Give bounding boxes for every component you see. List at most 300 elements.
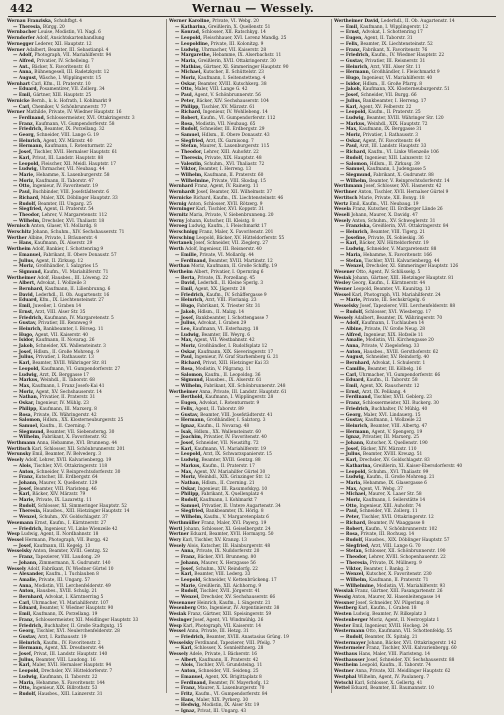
entry-name: — Richard, — [13, 195, 40, 201]
entry-details: Anna, Private, XII. Meidlinger Hauptstr. 62 — [355, 669, 451, 675]
entry-details: Privat, XIII. Hietzinger Kai 33 — [202, 361, 269, 367]
entry-details: Anton, Tischler, XVII. Hernalser Gürtel 9 — [358, 190, 449, 196]
entry-details: Lederhdl., II. Ob. Augartenstr. 14 — [381, 19, 455, 24]
entry-details: Kaufmann, IV. Margaretenstr. 5 — [44, 315, 114, 321]
entry-name: — Amalie, — [340, 338, 365, 344]
entry-name: Wertanek — [169, 241, 193, 247]
entry-details: Schlossermeister, XII. Meidlinger Hauptstr. 33 — [35, 617, 139, 623]
entry-details: Fabrikant, II. Obere Donaustr. 57 — [43, 252, 117, 258]
entry-name: — Karl, — [175, 646, 193, 652]
entry-details: Lehrer, V. Margaretenstr. 112 — [41, 212, 107, 218]
entry-name: Wertheim — [169, 269, 193, 275]
entry-details: Tischler, XVII. Hernalser Hauptstr. 61 — [33, 150, 118, 156]
entry-name: — Otto, — [13, 184, 32, 190]
entry-name: Weroeg — [169, 224, 188, 230]
entry-name: Wesener — [334, 269, 355, 275]
entry-name: — Moriz, — [340, 498, 362, 504]
entry-name: — Franz, — [340, 401, 362, 407]
entry-details: Agent, V. Schönbrunnerstr. 56 — [194, 93, 261, 99]
entry-name: — Fritz, — [175, 691, 194, 697]
entry-details: Agent, XX. Brigittaplatz 8 — [205, 674, 262, 680]
entry-details: Anton, Glaser, VI. Mollardg. 8 — [31, 224, 97, 230]
entry-name: — Emil, — [13, 93, 32, 99]
entry-details: Tischler, XVI. Neulerchenfelderstr. 28 — [36, 629, 120, 635]
entry-details: Beamter, VII. Siebensterng. 30 — [46, 429, 115, 435]
entry-details: Kfm., IX. Liechtensteinstr. 27 — [39, 298, 104, 304]
entry-details: Bernh., k. k. Hofrath, I. Kohlmarkt 9 — [31, 98, 112, 104]
entry-name: — Ludwig, — [175, 458, 201, 464]
entry-name: — Ferdinand, — [13, 115, 46, 121]
entry-details: Schneider, VIII. Lange G. 19 — [36, 133, 99, 139]
entry-details: Kaufm., II. Novarag. 48 — [197, 423, 250, 429]
entry-details: Fabrikant, X. Quellenplatz 4 — [201, 492, 264, 498]
entry-details: Bäcker, XIV. Sechshauserstr. 104 — [196, 98, 269, 104]
entry-name: — Salomon, — [340, 161, 369, 167]
entry-name: Wessiak — [334, 589, 354, 595]
entry-name: — Siegmund, — [13, 429, 45, 435]
entry-details: Kaufmann, I. Rotenturmstr. 22 — [44, 144, 113, 150]
entry-name: — Johann, — [13, 560, 38, 566]
page-title: Wernau — Wessely. — [191, 2, 315, 15]
entry-name: Wester — [334, 623, 351, 629]
entry-details: Kaufmann, IX. Berggasse 31 — [358, 127, 422, 133]
entry-name: — Richard, — [175, 361, 202, 367]
entry-details: Greißlerin, X. Quellenstr. 51 — [208, 24, 271, 30]
entry-details: Kaufm., V. Margaretenplatz 6 — [204, 515, 269, 521]
entry-details: Georg, Kaufm., I. Kärntnerstr. 44 — [352, 281, 426, 287]
entry-name: — Josef, — [13, 486, 33, 492]
entry-name: — Samuel, — [13, 423, 39, 429]
entry-name: — Friedrich, — [13, 127, 43, 133]
entry-name: — Samuel, — [175, 133, 201, 139]
entry-name: — Franz, — [175, 686, 197, 692]
entry-details: Franz, Agent, IV. Rainerg. 11 — [194, 184, 259, 190]
entry-details: Fabrikant, X. Favoritenstr. 76 — [362, 47, 428, 53]
entry-details: Franz, Gärtner, XIII. Fasangartenstr. 26 — [355, 589, 443, 595]
entry-details: Privatier, II. Praterstr. 31 — [39, 395, 96, 401]
entry-name: — Philipp, — [175, 492, 200, 498]
entry-details: Buchhalter, II. Große Stadtgutg. 15 — [44, 623, 123, 629]
entry-details: Drechsler, XI. Simmeringer Hauptstr. 126 — [366, 264, 459, 270]
entry-details: Privatier, I. Rathausstr. 3 — [362, 133, 419, 139]
entry-name: — Wilhelm, — [175, 172, 203, 178]
entry-name: Wesinger — [169, 617, 192, 623]
entry-name: — Julius, — [340, 98, 362, 104]
entry-name: — Robert, — [340, 526, 364, 532]
entry-name: — Anton, — [175, 669, 197, 675]
entry-details: Uhrmacher, VII. Neubaug. 44 — [39, 167, 105, 173]
entry-name: — Josef, — [175, 566, 195, 572]
entry-details: Schuhm., XVI. Thaliastr. 72 — [203, 161, 265, 167]
entry-name: — Maria, — [175, 58, 197, 64]
entry-details: Schlossermeister, XVI. Ottakringerstr. 3 — [46, 115, 135, 121]
entry-name: Wernbacher — [7, 30, 37, 36]
entry-name: — Gustav, — [13, 634, 37, 640]
entry-details: Kaufmann, XIX. Sieveringerstr. 17 — [197, 349, 274, 355]
entry-details: Ferdinand, Tapezierer, VIII. Pfeilg. 7 — [194, 640, 276, 646]
column-divider — [166, 19, 167, 693]
entry-name: Westenberger — [334, 617, 368, 623]
entry-details: Hdlsm., XX. Klosterneuburgerstr. 25 — [42, 418, 124, 424]
entry-details: Greißlerin, XVI. Ottakringerstr. 84 — [372, 224, 449, 230]
entry-name: — Rudolf, — [175, 589, 199, 595]
entry-name: — Ludwig, — [13, 167, 39, 173]
entry-details: Beamter, III. Kölbelg. 16 — [367, 366, 422, 372]
entry-name: Wertitsch — [334, 195, 358, 201]
entry-name: — Viktor, — [340, 566, 363, 572]
entry-details: Karl, Tischler, XV. Kranzg. 13 — [182, 537, 247, 543]
entry-name: Wesp — [7, 532, 20, 538]
entry-details: Kaufmann, II. Lilienbrunng. 6 — [44, 287, 111, 293]
entry-details: Marie, Private, XII. Bonyg. 18 — [358, 195, 425, 201]
entry-details: Hausbes., IX. Alserstr. 61 — [205, 378, 262, 384]
entry-name: Wernhard — [169, 184, 194, 190]
entry-name: — Alois, — [175, 663, 195, 669]
entry-details: Anton, Schuhm., XV. Schweglerstr. 31 — [352, 218, 436, 224]
entry-name: — Gustav, — [340, 58, 364, 64]
entry-name: — Nathan, — [13, 395, 39, 401]
entry-details: Kaufmann, II. Taborstr. 22 — [39, 674, 98, 680]
entry-name: Wesenauer — [169, 600, 196, 606]
entry-details: Hebamme, X. Favoritenstr. 166 — [363, 252, 432, 258]
entry-name: — Leopold, — [175, 36, 202, 42]
entry-name: — Oskar, — [175, 349, 197, 355]
entry-name: — Albine, — [340, 326, 363, 332]
entry-name: — Gustav, — [340, 418, 364, 424]
entry-name: — Hedwig, — [175, 703, 201, 709]
entry-details: Lehrer, XIII. Auhofstr. 22 — [203, 150, 259, 156]
entry-details: Kaufm., II. Leopoldsg. 36 — [204, 372, 261, 378]
entry-details: Kaufm., IV. Favoritenstr. 2 — [43, 640, 101, 646]
entry-details: Schneider, V. Kettenbrückeng. 17 — [203, 577, 277, 583]
entry-name: — Isak, — [175, 429, 193, 435]
entry-details: Eduard, Beamter, III. Baumannstr. 10 — [351, 686, 434, 692]
entry-details: Ingenieur, IV. Mühlg. 23 — [35, 401, 89, 407]
entry-name: — Gustav, — [175, 412, 199, 418]
entry-name: — Josef, — [175, 315, 195, 321]
entry-details: Hdlsm., II. Zirkusg. 39 — [369, 161, 420, 167]
entry-details: Ingenieur, IV. Favoritenstr. 19 — [32, 184, 98, 190]
entry-name: Wesely — [7, 458, 24, 464]
entry-details: Maler, XIX. Döblinger Hauptstr. 33 — [40, 195, 118, 201]
entry-details: Privatier, III. Marxerg. 25 — [362, 435, 419, 441]
entry-details: Hdlsm., II. Große Pfarrg. 8 — [362, 81, 423, 87]
entry-name: — Max, — [175, 338, 193, 344]
entry-name: — Rudolf, — [13, 503, 37, 509]
entry-details: Kaufmann, VI. Esterhazyg. 18 — [192, 326, 259, 332]
entry-name: — Friedrich, — [13, 315, 43, 321]
entry-name: — Josef, — [175, 441, 195, 447]
entry-name: — Franz, — [13, 555, 35, 561]
entry-details: Agent, XX. Rauscherstr. 12 — [359, 384, 420, 389]
entry-name: — Felix, — [175, 406, 194, 412]
entry-name: — Heinrich, — [340, 64, 369, 70]
entry-name: — Markus, — [175, 463, 201, 469]
entry-details: Kaufmann, II. Praterstr. 60 — [204, 172, 264, 178]
entry-name: Westphal — [334, 674, 357, 680]
entry-name: — Wenzel, — [175, 595, 200, 601]
entry-name: — Josef, — [13, 652, 33, 658]
entry-name: — Ernst, — [13, 309, 34, 315]
entry-details: Ludwig, Kaufm., I. Fleischmarkt 17 — [188, 224, 267, 230]
entry-name: — Karl, — [340, 104, 358, 110]
entry-details: Karl, Tischler, XVI. Koppstr. 31 — [196, 207, 265, 213]
entry-name: — Hugo, — [13, 332, 34, 338]
entry-details: Heinrich, Kaufm., I. Singerstr. 21 — [197, 600, 271, 606]
entry-details: Tischler, XV. Märzstr. 61 — [201, 104, 255, 110]
entry-details: Privatier, III. Reisnerstr. 31 — [365, 58, 426, 64]
entry-name: — Amalie, — [13, 577, 38, 583]
entry-details: Posamentirer, VII. Zollerg. 34 — [39, 87, 105, 93]
entry-details: Adolf, Hausbes., III. Löweng. 22 — [37, 275, 109, 281]
entry-name: — Karl, — [13, 155, 31, 161]
entry-name: — Max, — [340, 486, 358, 492]
entry-name: — Franz, — [13, 475, 35, 481]
entry-name: — Paul, — [175, 355, 194, 361]
entry-name: — Marie, — [13, 498, 35, 504]
entry-details: Agent, V. Spengerg. 19 — [371, 429, 423, 435]
entry-name: — Julius, — [340, 452, 362, 458]
entry-name: — Wilhelm, — [175, 384, 203, 389]
entry-name: — Franz, — [13, 617, 35, 623]
entry-details: Lederer, XII. Hauptstr. 12 — [35, 41, 92, 47]
entry-name: — Leopold, — [175, 577, 202, 583]
entry-details: Weinhdl., XIX. Hauptstr. 72 — [367, 121, 428, 127]
entry-details: Arzt, IX. Schwarzspanierstr. 15 — [203, 452, 272, 458]
entry-name: Wernhardt — [169, 190, 196, 196]
entry-details: Bäcker, XIV. Hütteldorferstr. 19 — [359, 241, 429, 247]
entry-name: — Mathias, — [175, 64, 203, 70]
entry-name: — Ignaz, — [340, 435, 361, 441]
entry-details: Uhrmacher, VI. Gumpendorferstr. 66 — [358, 372, 441, 378]
entry-name: — Otto, — [175, 87, 194, 93]
entry-name: — Peter, — [340, 515, 361, 521]
entry-details: Bäcker, XVI. Brunneng. 80 — [197, 555, 257, 561]
entry-name: Werthmüller — [169, 520, 200, 526]
entry-name: Werndorfer — [7, 36, 35, 42]
entry-name: — Samuel, — [175, 503, 201, 509]
entry-name: — Marie, — [175, 583, 197, 589]
entry-details: Maler, VIII. Lange G. 42 — [194, 87, 248, 93]
entry-details: Hdlsm., II. Czerning. 21 — [201, 480, 255, 486]
entry-name: Wesemann — [7, 520, 34, 526]
entry-details: Kaufmann, I. Kohlmarkt 7 — [199, 498, 257, 504]
entry-name: — Wenzel, — [340, 264, 365, 270]
entry-details: Otto, Kaufmann, VII. Schottenfeldg. 55 — [365, 629, 453, 635]
entry-details: Beamter, VIII. Lederg. 33 — [194, 572, 251, 578]
entry-name: Wernicke — [7, 98, 30, 104]
entry-details: Beamter, XVIII. Martinstr. 12 — [208, 258, 273, 264]
entry-details: Greißlerin, XII. Aichhorng. 9 — [198, 583, 262, 589]
entry-name: — Friedrich, — [13, 526, 43, 532]
entry-name: — Emil, — [175, 287, 194, 293]
entry-details: Bürgg. 20 — [42, 24, 65, 30]
entry-details: Drechsler, XV. Goldschlagstr. 83 — [359, 458, 430, 464]
entry-details: Private, IX. Nußdorferstr. 20 — [196, 549, 260, 555]
entry-name: — Hermann, — [13, 144, 44, 150]
entry-name: — Rudolf, — [175, 498, 199, 504]
entry-name: Werner Karoline, — [169, 19, 211, 24]
entry-name: — Rudolf, — [175, 127, 199, 133]
entry-details: Private, V. Ziegelofeng. 33 — [361, 344, 420, 350]
entry-details: Großhändler, I. Fleischmarkt 9 — [371, 70, 440, 76]
entry-name: — Ignaz, — [175, 423, 196, 429]
entry-details: Greißlerin, XI. Kaiser-Ebersdorferstr. 40 — [373, 463, 463, 469]
entry-name: Wernisch — [7, 224, 30, 230]
entry-name: Werth — [169, 247, 184, 253]
entry-details: Schneider, XV. Reindorfg. 40 — [365, 355, 430, 361]
entry-details: Anton, Schlosser, XVII. Rötzerg. 9 — [187, 201, 263, 207]
entry-details: Beamter, V. Reinprechtsdorferstr. 14 — [369, 178, 450, 184]
entry-details: Franz, Maler, X. Favoritenstr. 201 — [199, 230, 274, 236]
entry-details: Private, VI. Webg. 20 — [212, 19, 259, 24]
entry-details: Fleischer, XII. Meidl. Hauptstr. 17 — [41, 161, 117, 167]
entry-name: — Rosa, — [175, 366, 195, 372]
entry-details: Schneider, XX. Wallensteinstr. 3 — [35, 344, 106, 350]
entry-details: Kaufm., II. Große Mohreng. 21 — [366, 475, 435, 481]
entry-details: Schneider, VII. Seideng. 25 — [198, 669, 259, 675]
entry-name: — Hans, — [13, 241, 33, 247]
entry-details: Hebamme, X. Favoritenstr. 144 — [36, 680, 105, 686]
column-divider — [331, 19, 332, 693]
entry-name: — Sigmund, — [13, 269, 43, 275]
entry-details: Großhändler, I. Salztorg. 3 — [206, 418, 266, 424]
entry-details: Zimmermann, X. Gudrunstr. 140 — [39, 560, 111, 566]
entry-details: Tischler, XVII. Geblerg. 23 — [373, 395, 432, 401]
entry-name: — Wilhelm, — [340, 577, 368, 583]
entry-details: Schneider, III. Erdbergstr. 29 — [199, 127, 265, 133]
entry-details: Modistin, VI. Mariahilferstr. 93 — [376, 583, 446, 589]
entry-details: Johann, Bäcker, XVI. Ottakringerstr. 142 — [367, 640, 457, 646]
entry-name: — Karl, — [13, 663, 31, 669]
entry-name: — Isidor, — [340, 81, 362, 87]
entry-details: Beamter, IX. Spitalg. 21 — [364, 634, 418, 640]
entry-details: Beamter, XVIII. Kutschkerg. 38 — [197, 81, 267, 87]
entry-name: — Leopold, — [13, 669, 40, 675]
entry-details: Beamter, XVIII. Währinger Str. 81 — [32, 361, 107, 367]
entry-details: Agent, II. Zirkusg. 12 — [35, 258, 84, 264]
entry-name: — Maria, — [340, 252, 362, 258]
entry-name: — Albert, — [13, 281, 36, 287]
entry-details: Kaufm., I. Tuchlauben 8 — [45, 572, 99, 578]
entry-details: Buchbinder, VIII. Josefstädterstr. 6 — [32, 190, 110, 196]
entry-details: Adolf, Bankier, I. Schottenring 9 — [32, 247, 104, 253]
entry-details: Beamter, XVIII. Gentzg. 88 — [201, 458, 261, 464]
entry-details: Drechsler, XVI. Thaliastr. 18 — [42, 218, 105, 224]
entry-name: Wernicke — [169, 195, 192, 201]
entry-name: — Theresia, — [340, 560, 369, 566]
entry-details: Maler, XVII. Hernalser Hauptstr. 94 — [32, 663, 112, 669]
entry-name: — Otto, — [340, 503, 359, 509]
entry-name: Wesely — [334, 218, 351, 224]
entry-details: Tischler, XVI. Ottakringerstr. 118 — [33, 463, 108, 469]
entry-details: Kaufmann, VI. Gumpendorferstr. 27 — [41, 366, 121, 372]
entry-name: — Anna, — [340, 344, 360, 350]
entry-name: — Maria, — [340, 480, 362, 486]
entry-details: Josef, Schlosser, XVI. Hasnerstr. 42 — [363, 184, 442, 190]
entry-name: Werthmann — [7, 441, 36, 447]
entry-name: — Josefine, — [340, 235, 367, 241]
entry-details: Ingenieur, XIX. Hofzeile 11 — [363, 332, 424, 338]
entry-details: Beamter, VIII. Josefstädterstr. 41 — [200, 412, 273, 418]
entry-name: — Philipp, — [13, 406, 38, 412]
entry-details: Lederhdl., II. Ob. Augartenstr. 16 — [35, 292, 110, 298]
entry-name: — Ludwig, — [13, 372, 39, 378]
entry-details: Beamter, IX. Porzellang. 32 — [44, 127, 105, 133]
entry-name: — Julius, — [13, 355, 35, 361]
entry-details: Kaufmann, I. Judengasse 5 — [366, 167, 426, 173]
entry-details: Hausbes., XVIII. Gersthoferstr. 62 — [363, 349, 439, 355]
entry-name: Westermayer — [334, 640, 366, 646]
entry-name: — Richard, — [175, 110, 202, 116]
entry-details: Schlossermeister, XII. Ruckerg. 30 — [362, 401, 439, 407]
entry-details: Privatier, II. Untere Augartenstr. 34 — [201, 503, 281, 509]
entry-details: Privat, III. Landstr. Hauptstr. 88 — [32, 155, 104, 161]
entry-name: Weseli — [334, 212, 350, 218]
entry-name: — Philipp, — [175, 104, 200, 110]
entry-name: — Stefan, — [340, 258, 364, 264]
entry-details: Johann, Maurer, X. Davidg. 47 — [351, 212, 418, 218]
entry-details: Agent, XX. Jägerstr. 28 — [194, 287, 246, 293]
entry-name: — Stefan, — [340, 549, 364, 555]
entry-details: Schneider, VII. Neustiftg. 72 — [195, 441, 259, 447]
entry-name: — Moriz, — [175, 344, 197, 350]
entry-details: Private, IV. Große Neug. 28 — [364, 326, 426, 332]
entry-details: Kaufmann, VI. Mariahilferstr. 19 — [194, 446, 267, 452]
entry-name: — Wenzel, — [13, 515, 38, 521]
entry-name: — Hans, — [175, 697, 195, 703]
entry-details: Beamter, I. Herreng. 13 — [198, 167, 252, 173]
entry-name: — Alexander, — [13, 572, 45, 578]
entry-name: — Hermann, — [175, 418, 206, 424]
entry-name: — August, — [13, 76, 38, 82]
entry-name: — Oskar, — [175, 486, 197, 492]
entry-name: — Rosa, — [340, 532, 360, 538]
entry-details: Modistin, VII. Neubaug. 65 — [195, 121, 256, 127]
entry-details: Kaufm., II. Taborstr. 58 — [366, 378, 418, 384]
entry-name: — Eduard, — [13, 87, 39, 93]
entry-name: — Josef, — [13, 543, 33, 549]
entry-name: — Rudolf, — [340, 634, 364, 640]
entry-name: — Sigmund, — [175, 378, 205, 384]
entry-name: Wessel — [334, 292, 351, 298]
entry-details: Arzt, IX. Pelikang. 4 — [361, 389, 406, 395]
entry-details: Hausbes., XVIII. Schulg. 21 — [36, 589, 98, 595]
entry-name: — Wenzel, — [340, 572, 365, 578]
entry-details: Kaufmann, III. Marxerg. 8 — [39, 406, 97, 412]
entry-name: — Julius, — [13, 657, 35, 663]
entry-details: Agent, XV. Märzstr. 40 — [43, 138, 93, 144]
entry-details: Agent, II. Praterstr. 54 — [43, 207, 94, 213]
entry-name: — Moriz, — [340, 133, 362, 139]
entry-details: Agent, VII. Westbahnstr. 42 — [193, 338, 255, 344]
entry-details: Ingenieur, XIX. Billrothstr. 53 — [32, 686, 98, 692]
entry-details: Ingenieur, III. Rasumofskyg. 10 — [197, 486, 268, 492]
entry-name: — Jakob, — [175, 309, 197, 315]
entry-name: — Ferdinand, — [175, 258, 208, 264]
entry-name: — Adolf, — [13, 53, 34, 59]
entry-name: — Hermann, — [340, 429, 371, 435]
entry-name: — Oskar, — [175, 81, 197, 87]
entry-name: — Berthold, — [175, 395, 204, 401]
entry-name: — Bernhard, — [340, 361, 371, 367]
entry-details: Beamter, VIII. Laudong. 16 — [35, 657, 96, 663]
entry-name: Wertl — [169, 526, 183, 532]
entry-name: — Wilhelm, — [13, 218, 41, 224]
entry-name: — Karl, — [175, 572, 193, 578]
entry-name: — Ludwig, — [340, 115, 366, 121]
entry-name: — Max, — [175, 469, 193, 475]
